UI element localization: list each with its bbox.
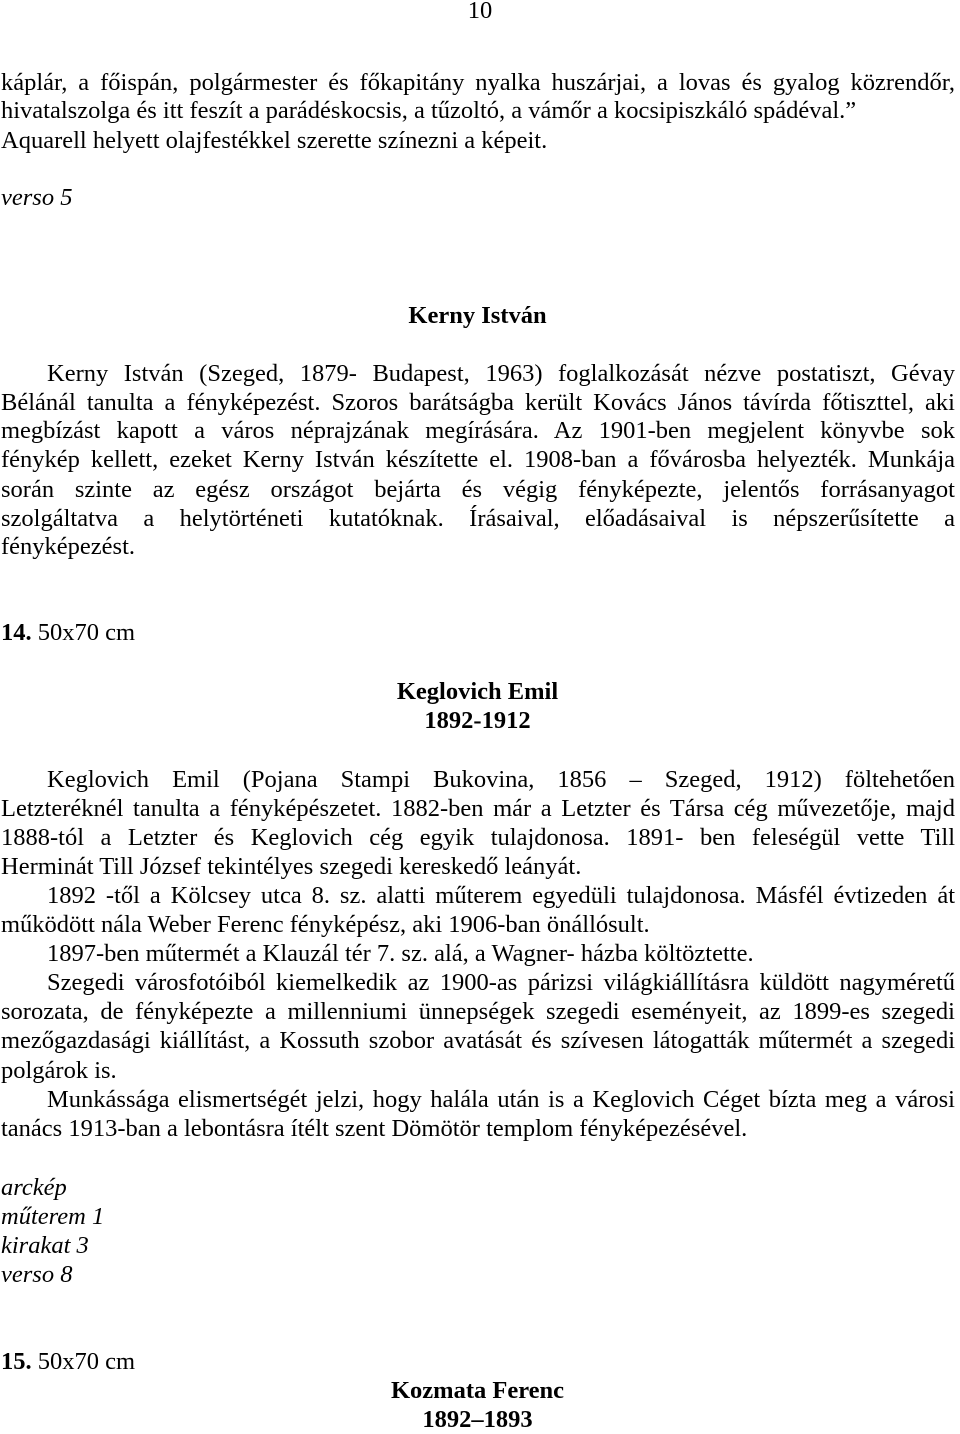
catalog-number: 15. xyxy=(1,1348,32,1375)
text-line: Bélánál tanulta a fényképezést. Szoros barátságba került Kovács János távírda főtiszttel, aki xyxy=(1,389,955,416)
text-line: megbízást kapott a város néprajzának megírására. Az 1901-ben megjelent könyvbe sok xyxy=(1,417,955,444)
text-line: Keglovich Emil (Pojana Stampi Bukovina, 1856 – Szeged, 1912) föltehetően xyxy=(47,766,955,793)
text-line: káplár, a főispán, polgármester és főkapitány nyalka huszárjai, a lovas és gyalog közrendőr, xyxy=(1,69,955,96)
text-line: fényképezést. xyxy=(1,533,135,560)
text-line: során szinte az egész országot bejárta és végig fényképezte, jelentős forrásanyagot xyxy=(1,476,955,503)
text-line: Aquarell helyett olajfestékkel szerette színezni a képeit. xyxy=(1,127,548,154)
catalog-number: 14. xyxy=(1,619,32,646)
entry-heading: Kerny István xyxy=(408,302,547,329)
artwork-size: 50x70 cm xyxy=(37,1348,136,1375)
entry-heading: Keglovich Emil xyxy=(396,678,559,705)
entry-years: 1892–1893 xyxy=(422,1406,533,1433)
entry-number-line xyxy=(1,620,955,646)
text-line: működött nála Weber Ferenc fényképész, aki 1906-ban önállósult. xyxy=(1,911,650,938)
text-line: 1897-ben műtermét a Klauzál tér 7. sz. alá, a Wagner- házba költöztette. xyxy=(47,940,754,967)
artwork-size: 50x70 cm xyxy=(37,619,136,646)
text-line: 1892 -től a Kölcsey utca 8. sz. alatti műterem egyedüli tulajdonosa. Másfél évtizeden át xyxy=(47,882,955,909)
text-line: mezőgazdasági kiállítást, a Kossuth szobor avatását és szívesen látogatták műtermét a szegedi xyxy=(1,1027,955,1054)
text-line: hivatalszolga és itt feszít a parádéskocsis, a tűzoltó, a vámőr a kocsipiszkáló spádéval.” xyxy=(1,97,857,124)
entry-years: 1892-1912 xyxy=(424,707,531,734)
text-line: sorozata, de fényképezte a millenniumi ünnepségek szegedi eseményeit, az 1899-es szegedi xyxy=(1,998,955,1025)
text-line: Munkássága elismertségét jelzi, hogy halála után is a Keglovich Céget bízta meg a városi xyxy=(47,1086,955,1113)
note-label: verso 5 xyxy=(1,184,73,211)
note-label: kirakat 3 xyxy=(1,1232,89,1259)
page-number: 10 xyxy=(467,0,493,24)
note-label: verso 8 xyxy=(1,1261,73,1288)
entry-number-line xyxy=(1,1349,955,1375)
text-line: Szegedi városfotóiból kiemelkedik az 1900-as párizsi világkiállításra küldött nagyméretű xyxy=(47,969,955,996)
note-label: műterem 1 xyxy=(1,1203,105,1230)
text-line: 1888-tól a Letzter és Keglovich cég egyik tulajdonosa. 1891- ben feleségül vette Till xyxy=(1,824,955,851)
entry-heading: Kozmata Ferenc xyxy=(390,1377,565,1404)
text-line: Letzteréknél tanulta a fényképészetet. 1882-ben már a Letzter és Társa cég művezetője, majd xyxy=(1,795,955,822)
text-line: fénykép kellett, ezeket Kerny István készítette el. 1908-ban a fővárosba helyezték. Munkája xyxy=(1,446,955,473)
text-line: szolgáltatva a helytörténeti kutatóknak. Írásaival, előadásaival is népszerűsítette a xyxy=(1,505,955,532)
text-line: Kerny István (Szeged, 1879- Budapest, 1963) foglalkozását nézve postatiszt, Gévay xyxy=(47,360,955,387)
text-line: Herminát Till József tekintélyes szegedi kereskedő leányát. xyxy=(1,853,582,880)
text-line: tanács 1913-ban a lebontásra ítélt szent Dömötör templom fényképezésével. xyxy=(1,1115,748,1142)
note-label: arckép xyxy=(1,1174,67,1201)
text-line: polgárok is. xyxy=(1,1057,117,1084)
